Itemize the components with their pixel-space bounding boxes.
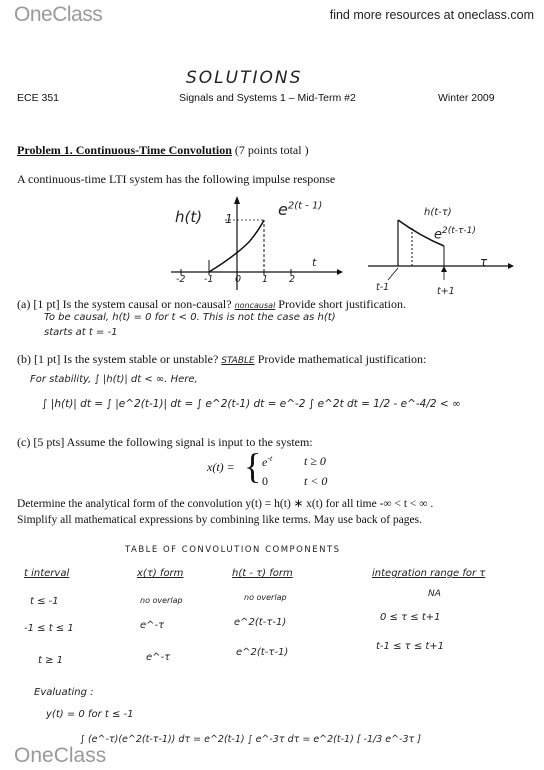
graph1-tick: -1 (204, 274, 214, 285)
term: Winter 2009 (438, 92, 495, 104)
part-a-answer: noncausal (234, 301, 276, 310)
piecewise-brace: { (244, 446, 262, 486)
table-cell: e^-τ (140, 620, 165, 631)
part-a-handwriting-2: starts at t = -1 (44, 327, 118, 338)
table-cell: -1 ≤ t ≤ 1 (24, 623, 74, 634)
part-b-answer: STABLE (221, 356, 255, 366)
part-b-handwriting-2: ∫ |h(t)| dt = ∫ |e^2(t-1)| dt = ∫ e^2(t-1) dt = e^-2 ∫ e^2t dt = 1/2 - e^-4/2 < ∞ (42, 398, 461, 410)
top-banner (0, 0, 544, 28)
graph2-tau-label: τ (480, 255, 488, 269)
footer-oneclass-logo[interactable]: OneClass (14, 744, 107, 767)
simplify-text: Simplify all mathematical expressions by combining like terms. May use back of pages. (17, 514, 422, 526)
graph2-exp-label: $e^{2(t-\tau-1)}$ (434, 226, 476, 243)
input-signal-lhs: x(t) = (207, 460, 235, 474)
table-header: h(t - τ) form (232, 568, 293, 579)
part-b-handwriting-1: For stability, ∫ |h(t)| dt < ∞. Here, (30, 374, 198, 385)
table-cell: t-1 ≤ τ ≤ t+1 (376, 641, 445, 652)
problem-intro: A continuous-time LTI system has the following impulse response (17, 172, 336, 186)
graph1-tick: 0 (235, 274, 242, 285)
problem-title: Problem 1. Continuous-Time Convolution (17, 143, 232, 157)
problem-heading (17, 143, 309, 158)
table-cell: no overlap (140, 596, 183, 605)
table-cell: e^-τ (146, 652, 171, 663)
graph1-tick: 1 (262, 274, 269, 285)
graph1-t-label: t (312, 256, 317, 269)
part-a-question: (a) [1 pt] Is the system causal or non-causal? noncausal Provide short justification. (17, 297, 406, 311)
table-cell: e^2(t-τ-1) (234, 617, 287, 628)
course-subject: Signals and Systems 1 – Mid-Term #2 (179, 92, 356, 104)
graph2-h-label: h(t-τ) (424, 207, 452, 218)
case-1-value: $e^{-t}$ (262, 454, 273, 469)
resources-link[interactable]: find more resources at oneclass.com (329, 8, 534, 22)
table-cell: no overlap (244, 593, 287, 602)
solutions-title: SOLUTIONS (186, 68, 303, 88)
evaluating-line-1: y(t) = 0 for t ≤ -1 (46, 709, 134, 720)
case-2-value: 0 (262, 474, 268, 488)
graph1-exp-label: $e^{2(t - 1)}$ (278, 200, 323, 219)
course-code: ECE 351 (17, 92, 60, 104)
graph2-tick-left: t-1 (376, 282, 390, 293)
graph1-one-label: 1 (225, 212, 233, 226)
part-c-question: (c) [5 pts] Assume the following signal is input to the system: (17, 435, 313, 449)
evaluating-label: Evaluating : (34, 687, 94, 698)
table-header: t interval (24, 568, 70, 579)
graph1-tick: -2 (176, 274, 186, 285)
case-2-condition: t < 0 (304, 474, 328, 488)
oneclass-logo[interactable]: OneClass (14, 3, 103, 26)
table-cell: t ≥ 1 (38, 655, 64, 666)
table-cell: t ≤ -1 (30, 596, 59, 607)
table-title: TABLE OF CONVOLUTION COMPONENTS (125, 545, 341, 555)
table-cell: NA (428, 589, 441, 599)
part-b-question: (b) [1 pt] Is the system stable or unstable? STABLE Provide mathematical justification: (17, 352, 427, 366)
table-header: x(τ) form (137, 568, 184, 579)
table-cell: 0 ≤ τ ≤ t+1 (380, 612, 441, 623)
table-header: integration range for τ (372, 568, 486, 579)
graph1-tick: 2 (289, 274, 296, 285)
table-cell: e^2(t-τ-1) (236, 647, 289, 658)
case-1-condition: t ≥ 0 (304, 454, 326, 468)
evaluating-line-2: ∫ (e^-τ)(e^2(t-τ-1)) dτ = e^2(t-1) ∫ e^-3τ dτ = e^2(t-1) [ -1/3 e^-3τ ] (80, 734, 421, 745)
problem-points: (7 points total ) (231, 143, 309, 157)
determine-text: Determine the analytical form of the convolution y(t) = h(t) ∗ x(t) for all time -∞ < t < ∞ . (17, 498, 434, 510)
graph1-h-label: h(t) (175, 208, 203, 226)
graph2-tick-right: t+1 (437, 286, 455, 297)
part-a-handwriting-1: To be causal, h(t) = 0 for t < 0. This is not the case as h(t) (44, 312, 336, 323)
